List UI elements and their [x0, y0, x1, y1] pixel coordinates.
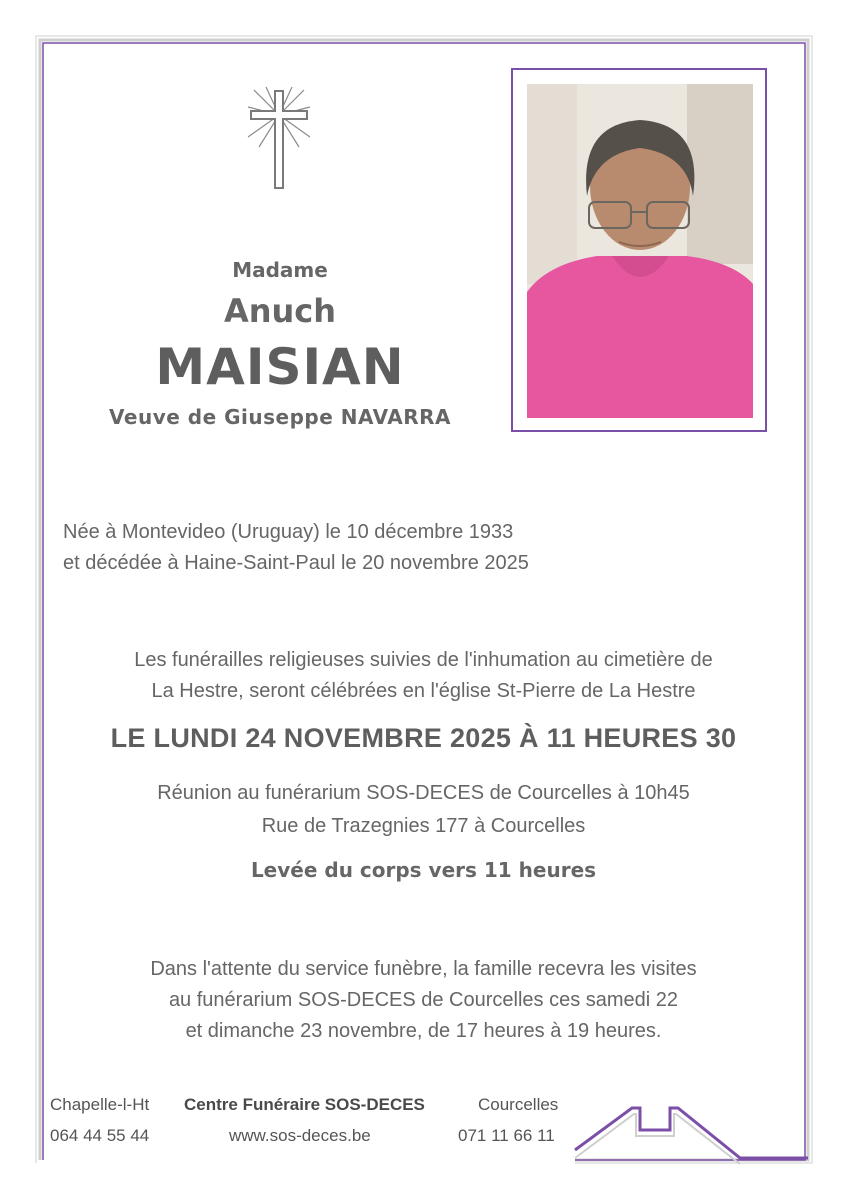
footer-company-name: Centre Funéraire SOS-DECES	[184, 1095, 425, 1114]
footer-left-phone[interactable]: 064 44 55 44	[50, 1126, 150, 1145]
footer-right-city: Courcelles	[478, 1095, 559, 1114]
footer-left-city: Chapelle-l-Ht	[50, 1095, 150, 1114]
levee-line: Levée du corps vers 11 heures	[250, 858, 597, 882]
birth-line: Née à Montevideo (Uruguay) le 10 décembre 1933	[63, 521, 514, 543]
visits-line-2: au funérarium SOS-DECES de Courcelles ces samedi 22	[168, 989, 679, 1011]
visits-line-3: et dimanche 23 novembre, de 17 heures à 19 heures.	[185, 1020, 662, 1042]
birth-death-block	[63, 517, 529, 579]
cross-icon	[244, 85, 314, 191]
death-line: et décédée à Haine-Saint-Paul le 20 novembre 2025	[63, 552, 529, 574]
title-prefix: Madame	[232, 258, 328, 282]
visits-line-1: Dans l'attente du service funèbre, la famille recevra les visites	[150, 958, 697, 980]
footer-right-phone[interactable]: 071 11 66 11	[458, 1126, 555, 1145]
meeting-line: Réunion au funérarium SOS-DECES de Courcelles à 10h45	[157, 782, 690, 804]
portrait-frame	[511, 68, 767, 432]
last-name: MAISIAN	[155, 338, 405, 396]
funeral-line-1: Les funérailles religieuses suivies de l'inhumation au cimetière de	[134, 649, 713, 671]
portrait-photo	[527, 84, 753, 418]
address-line: Rue de Trazegnies 177 à Courcelles	[261, 815, 586, 837]
funeral-description	[40, 645, 807, 707]
first-name: Anuch	[223, 292, 337, 330]
widow-of: Veuve de Giuseppe NAVARRA	[109, 405, 451, 429]
visits-info	[40, 954, 807, 1047]
funeral-line-2: La Hestre, seront célébrées en l'église St-Pierre de La Hestre	[151, 680, 696, 702]
ceremony-date: LE LUNDI 24 NOVEMBRE 2025 À 11 HEURES 30	[110, 723, 737, 753]
meeting-info	[40, 777, 807, 843]
footer-website-link[interactable]: www.sos-deces.be	[229, 1126, 371, 1145]
